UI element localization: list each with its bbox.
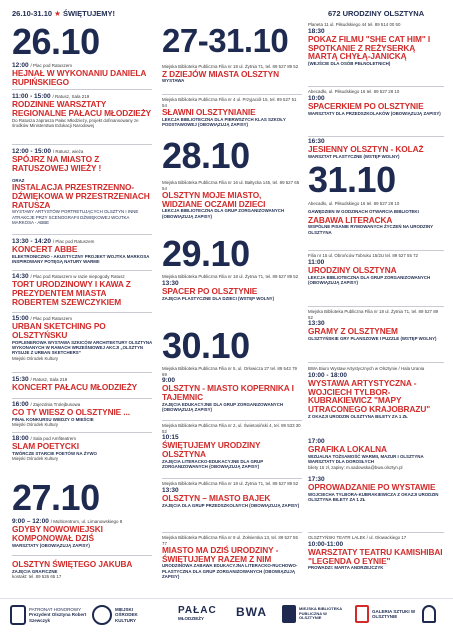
mok-label: MIEJSKI OŚRODEK KULTURY [115,606,138,623]
event [308,309,444,341]
event-note: Miejski Ośrodek Kultury [12,456,59,462]
event-title: KONCERT ABBE [12,244,78,255]
event [308,89,444,116]
event [308,476,444,503]
event [308,201,444,235]
event-title: WARSZTATY TEATRU KAMISHIBAI "LEGENDA O EYNIE" [308,546,443,566]
event-place: / Plac pod Ratuszem [30,63,72,68]
event-title: JESIENNY OLSZTYN - KOLAŻ [308,144,424,155]
event-label: ORAZ [12,178,25,183]
event-title: SŁAWNI OLSZTYNIANIE [162,107,256,117]
divider [308,306,444,307]
event [162,481,302,508]
event-note: Filia nr 15 ul. Obrońców Tobruku 15/2U tel. 89 527 55 72 [308,253,418,258]
event-time: 17:00 [308,438,325,445]
star-icon: ★ [54,9,61,18]
puppet-icon [422,605,436,623]
divider [12,144,152,145]
event-note: Miejska Biblioteka Publiczna Filia nr 2, ul. Świetosiński 4, tel. 89 533 30 52 [162,423,301,434]
event-note: BWA Biuro Wystaw Artystycznych w Olsztynie / Hala Urania [308,366,425,371]
event-sub: ZAJĘCIA DLA GRUP PRZEDSZKOLNYCH (OBOWIĄZUJĄ ZAPISY) [162,502,300,508]
event-time: 16:00 / Zajezdnia Trolejbusowa [12,401,81,408]
event-note: Do Ratusza zaprasza Pałac Młodzieży, projekt dofinansowany ze środków Ministerstwa Edukacji Narodowej [12,117,139,129]
event-time: 12:00 - 15:00 / Ratusz, wieża [12,148,84,155]
event [12,560,152,579]
event [162,535,302,579]
event-sub: WARSZTAT PLASTYCZNE (WSTĘP WOLNY) [308,154,400,160]
divider [308,136,444,137]
event-note: bilety 15 zł, zapisy: m.sadowska@bwa.olsztyn.pl [308,464,403,470]
event-time: 10:00 [308,94,325,102]
divider [12,270,152,271]
event-title: CO TY WIESZ O OLSZTYNIE ... [12,407,130,418]
event [12,62,152,87]
event [308,535,444,571]
event-time: 16:30 [308,138,325,145]
galeria-label: GALERIA SZTUKI W OLSZTYNIE [372,608,416,619]
event-sub: WOJCIECHA TYLBORA-KUBRAKIEWICZA Z OKAZJI URODZIN OLSZTYNA BILETY ZA 1 ZŁ [308,492,439,503]
event-place: / Multicentrum, ul. Limanowskiego 8 [50,519,123,524]
book-icon [282,605,296,623]
event [12,238,152,265]
event-title: GRAMY Z OLSZTYNEM [308,326,398,337]
header-left [12,9,115,18]
event-note: OLSZTYŃSKI TEATR LALEK / ul. Głowackiego 17 [308,535,407,540]
event-sub: OLSZTYŃSKIE GRY PLANSZOWE I PUZZLE (WSTĘP WOLNY) [308,336,437,342]
event-hours: GAWĘDZIEN W GODZINACH OTWARCIA BIBLIOTEKI [308,208,419,214]
divider [12,398,152,399]
divider [162,420,302,421]
event-title: SPACER PO OLSZTYNIE [162,285,258,296]
event-time: 13:30 [162,279,179,287]
divider [308,250,444,251]
event-place: / Ratusz, Sala 219 [30,377,68,382]
event-sub: URODZINOWA ZABAWA EDUKACYJNA LITERACKO-RUCHOWO-PLASTYCZNA DLA GRUP ZORGANIZOWANYCH (OBOWIĄZUJĄ ZAPISY) [162,563,298,579]
patron-name: Prezydent Olsztyna Robert Szewczyk [29,612,87,623]
footer-logos [0,598,453,640]
event [12,518,152,548]
event-time: 14:30 / Plac pod Ratuszem w razie niepogody Ratusz [12,273,125,280]
event-note: Miejska Biblioteka Publiczna Filia nr 16 ul. Bałtycka 145, tel. 89 527 65 54 [162,180,300,191]
event [12,148,152,173]
event-note: Miejska Biblioteka Publiczna Filia nr 5, ul. Orłowicza 27 tel. 89 543 79 69 [162,366,297,377]
palac-sub: MŁODZIEŻY [178,616,204,621]
event-note: Miejski Ośrodek Kultury [12,422,59,428]
event-note: Miejska Biblioteka Publiczna Filia nr 9 ul. Żołnierska 13, tel. 89 527 55 77 [162,535,298,546]
event-sub: LEKCJA BIBLIOTECZNA DLA PIERWSZYCH KLAS SZKOŁY PODSTAWOWEJ (OBOWIĄZUJĄ ZAPISY) [162,116,286,127]
patron-label: PATRONAT HONOROWY [29,606,82,612]
event-time: 10:00 - 18:00 [308,371,348,379]
divider [12,432,152,433]
event-sub: WYSTAWA [162,78,185,84]
event [308,366,444,419]
event-note: kontakt: tel. 89 526 65 17 [12,573,62,579]
event-title: OPROWADZANIE PO WYSTAWIE [308,482,436,493]
event-title: SPACERKIEM PO OLSZTYNIE [308,100,424,111]
header-date-range: 26.10-31.10 [12,9,53,18]
event [12,401,152,428]
divider [162,532,302,533]
event-sub: WARSZTATY (OBOWIĄZUJĄ ZAPISY) [12,542,90,548]
event-sub: ZAJĘCIA EDUKACYJNE DLA GRUP ZORGANIZOWANYCH (OBOWIĄZUJĄ ZAPISY) [162,401,284,413]
divider [308,86,444,87]
gallery-icon [355,605,369,623]
event-sub: FINAŁ KONKURSU WIEDZY O MIEŚCIE [12,417,94,423]
event-title: URBAN SKETCHING PO OLSZTYŃSKU [12,321,106,341]
event-time: 15:30 / Ratusz, Sala 219 [12,376,68,383]
otl-logo [422,605,436,623]
event-sub: LEKCJA BIBLIOTECZNA DLA GRUP ZORGANIZOWANYCH (OBOWIĄZUJĄ ZAPISY) [308,274,431,285]
event [162,180,302,219]
event-title: KONCERT PAŁACU MŁODZIEŻY [12,382,138,393]
event-time: 12:00 / Plac pod Ratuszem [12,62,72,69]
event-title: URODZINY OLSZTYNA [308,264,397,275]
event-time: 11:00 [308,258,325,266]
event-title: ZABAWA LITERACKA [308,214,393,225]
event-sub: WSPÓLNE PISANIE RYMOWANYCH ŻYCZEŃ NA URODZINY OLSZTYNA [308,224,433,235]
event-time: 10:15 [162,434,179,441]
event-title: MIASTO MA DZIŚ URODZINY - ŚWIĘTUJEMY RAZEM Z NIM [162,545,279,564]
event-sub: ZAJĘCIA PLASTYCZNE DLA DZIECI (WSTĘP WOLNY) [162,295,275,301]
event [12,376,152,392]
event-time: 13:30 [162,486,179,494]
bwa-label: BWA [236,605,267,619]
event-title: OLSZTYN - MIASTO KOPERNIKA I TAJEMNIC [162,383,294,403]
event [12,178,152,225]
event-note: Miejska Biblioteka Publiczna Filia nr 4 ul. Przyjaciół 15, tel. 89 527 51 54 [162,97,297,108]
date-heading: 26.10 [12,21,100,62]
divider [308,532,444,533]
event [308,138,444,159]
event [308,22,444,66]
divider [162,94,302,95]
city-crest-icon [10,605,26,625]
event-note: Abecadło, ul. Piłsudskiego 16 tel. 89 527 28 10 [308,201,400,206]
event-title: OLSZTYN – MIASTO BAJEK [162,492,271,503]
date-heading: 27-31.10 [162,22,289,59]
mbp-logo [282,605,343,623]
event-time: 9:00 [162,377,176,384]
divider [12,89,152,90]
event-time: 17:30 [308,476,325,483]
event-place: / Plac pod Ratuszem [30,316,72,321]
event-note: WYSTAWY ARTYSTÓW PORTRETUJĄCYCH OLSZTYN I INNE ATRAKCJE PRZY SCENOGRAFII DŹWIĘKOWEJ WOJTKA MARKOSA - ABBE [12,209,139,225]
event-note: Miejska Biblioteka Publiczna Filia nr 18 ul. Żytnia 71, tel. 89 527 89 52 [162,274,299,279]
event-time: 15:00 / Plac pod Ratuszem [12,315,72,322]
event-title: Z DZIEJÓW MIASTA OLSZTYN [162,68,279,79]
event-note: Miejska Biblioteka Publiczna Filia nr 18 ul. Żytnia 71, tel. 89 527 89 52 [162,481,299,486]
event-note: Miejska Biblioteka Publiczna Filia nr 18 ul. Żytnia 71, tel. 89 527 89 52 [308,309,439,320]
event-note: Miejski Ośrodek Kultury [12,355,59,361]
event [12,273,152,307]
event [12,315,152,361]
event-place: / Sala pod Amfiteatrem [30,436,76,441]
patron-logo [10,605,89,625]
event-title: ŚWIĘTUJEMY URODZINY OLSZTYNA [162,440,261,460]
event-sub: LEKCJA BIBLIOTECZNA DLA GRUP ZORGANIZOWANYCH (OBOWIĄZUJĄ ZAPISY) [162,208,285,219]
event-place: / Plac pod Ratuszem [52,239,95,244]
event [162,274,302,301]
event-title: RODZINNE WARSZTATY REGIONALNE PAŁACU MŁODZIEŻY [12,99,152,119]
event-time: 13:30 - 14:20 / Plac pod Ratuszem [12,238,95,245]
event-title: GRAFIKA LOKALNA [308,444,387,455]
event-sub: ELEKTRONICZNO - AKUSTYCZNY PROJEKT WOJTKA MARKOSA INSPIROWANY POTĘGĄ NATURY WARMII [12,254,150,265]
event-sub: Z OKAZJI URODZIN OLSZTYNA BILETY ZA 1 ZŁ [308,413,408,419]
event [308,438,444,470]
event [308,253,444,285]
event-place: / Ratusz, Sala 219 [52,94,90,99]
header-right: 672 URODZINY OLSZTYNA [328,9,425,18]
event-sub: POPLENEROWA WYSTAWA SZKICÓW ARCHITEKTURY OLSZTYNA WYKONANYCH W RAMACH WRZEŚNIOWEJ AKCJI „OLSZTYN RYSUJE Z URBAN SKETCHERS” [12,339,153,356]
event [162,97,302,127]
divider [308,362,444,363]
event-sub: ZAJĘCIA GRAFICZNE [12,568,58,574]
event-note: Abecadło, ul. Piłsudskiego 16 tel. 89 527 28 10 [308,89,400,94]
event-sub: ZAJĘCIA LITERACKO-EDUKACYJNE DLA GRUP ZORGANIZOWANYCH (OBOWIĄZUJĄ ZAPISY) [162,458,264,470]
event-title: INSTALACJA PRZESTRZENNO-DŹWIĘKOWA W PRZESTRZENIACH RATUSZA [12,182,150,210]
event-sub: TWÓRCZE STARCIE POETÓW NA ŻYWO [12,451,97,457]
galeria-logo [355,605,416,623]
event [162,423,302,469]
date-heading: 31.10 [308,159,396,200]
mok-logo [92,605,153,625]
divider [12,312,152,313]
event-time: 18:00 / Sala pod Amfiteatrem [12,435,76,442]
event-title: OLSZTYN ŚWIĘTEGO JAKUBA [12,559,133,569]
event-sub: WARSZTATY DLA PRZEDSZKOLAKÓW (OBOWIĄZUJĄ ZAPISY) [308,110,441,116]
event-title: TORT URODZINOWY I KAWA Z PREZYDENTEM MIASTA ROBERTEM SZEWCZYKIEM [12,279,131,307]
bwa-logo [236,605,267,619]
event-place: / Zajezdnia Trolejbusowa [30,402,81,407]
event-title: OLSZTYN MOJE MIASTO, WIDZIANE OCZAMI DZIECI [162,190,266,209]
event-note: Miejska Biblioteka Publiczna Filia nr 18 ul. Żytnia 71, tel. 89 527 89 52 [162,64,299,69]
event [12,93,152,129]
event-time: 18:30 [308,27,325,35]
event-title: WYSTAWA ARTYSTYCZNA - WOJCIECH TYLBOR-KUBRAKIEWICZ "MAPY UTRACONEGO KRAJOBRAZU" [308,377,431,415]
event [162,366,302,412]
mok-icon [92,605,112,625]
divider [12,555,152,556]
palac-logo [178,605,217,621]
event-note: Planeta 11 ul. Piłsudskiego 44 tel. 89 514 00 50 [308,22,401,27]
divider [12,372,152,373]
event-title: POKAZ FILMU "SHE CAT HIM" I SPOTKANIE Z REŻYSERKĄ MARTĄ CHYŁĄ-JANICKĄ [308,33,431,62]
divider [162,478,302,479]
mbp-label: MIEJSKA BIBLIOTEKA PUBLICZNA W OLSZTYNIE [299,605,343,621]
date-heading: 29.10 [162,233,250,274]
date-heading: 30.10 [162,325,250,366]
event [12,435,152,462]
event-title: HEJNAŁ W WYKONANIU DANIELA RUPIŃSKIEGO [12,68,146,88]
event [162,64,302,83]
date-heading: 28.10 [162,135,250,176]
event-sub: (WEJŚCIE DLA OSÓB PEŁNOLETNICH) [308,61,391,67]
date-heading: 27.10 [12,477,100,518]
event-time: 11:00 - 15:00 / Ratusz, Sala 219 [12,93,90,100]
palac-label: PAŁAC [178,605,217,616]
event-time: 13:30 [308,320,325,327]
event-title: SPÓJRZ NA MIASTO Z RATUSZOWEJ WIEŻY ! [12,154,102,174]
event-time: 10:00-11:00 [308,540,344,548]
event-sub: PROWADZI: MARTA ANDRZEJCZYK [308,565,384,571]
event-title: GDYBY NOWOWIEJSKI KOMPONOWAŁ DZIŚ [12,524,103,544]
event-time: 9:00 – 12:00 / Multicentrum, ul. Limanowskiego 8 [12,518,123,525]
event-place: / Ratusz, wieża [52,149,84,154]
header-title: ŚWIĘTUJEMY! [62,9,116,18]
event-title: SLAM POETYCKI [12,441,79,452]
divider [12,234,152,235]
event-place: / Plac pod Ratuszem w razie niepogody Ratusz [30,274,125,279]
event-sub: WIZUALNA TOŻSAMOŚĆ WARMII, MAZUR I OLSZTYNA WARSZTATY DLA DOROSŁYCH [308,454,424,465]
